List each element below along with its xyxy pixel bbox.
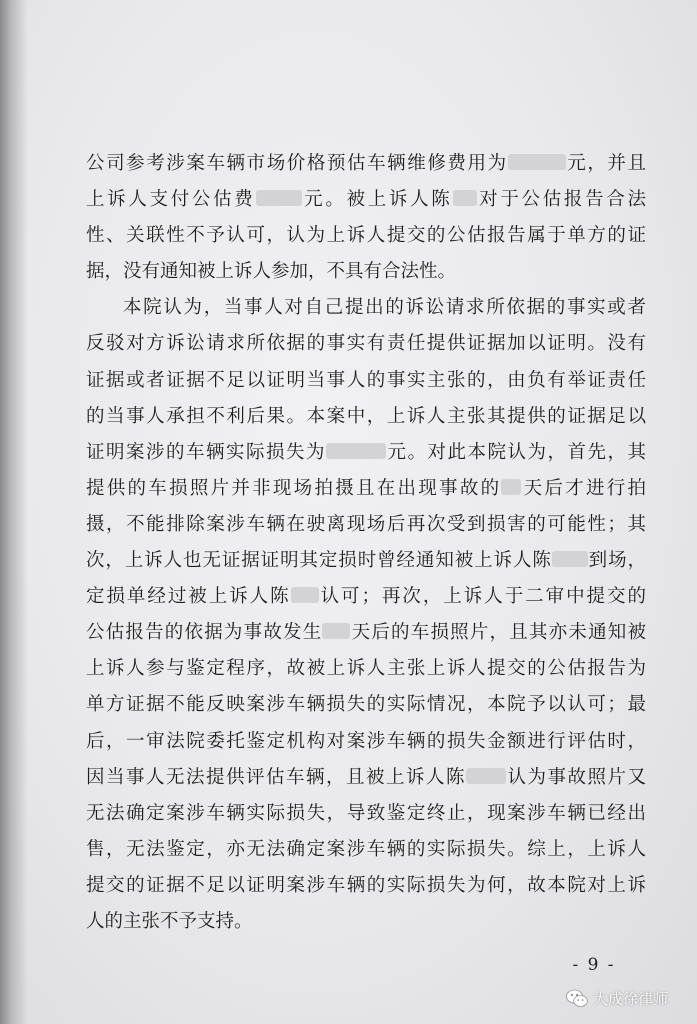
redaction-block (466, 768, 506, 784)
redaction-block (453, 190, 477, 206)
redaction-block (256, 190, 302, 206)
text-line-7: 证据或者证据不足以证明当事人的事实主张的，由负有举证责任 (86, 369, 646, 391)
document-body (86, 146, 646, 940)
wechat-icon (566, 989, 588, 1008)
page-number: - 9 - (572, 955, 616, 975)
text-line-8: 的当事人承担不利后果。本案中，上诉人主张其提供的证据足以 (86, 405, 646, 427)
text-line-16: 单方证据不能反映案涉车辆损失的实际情况，本院予以认可；最 (86, 694, 646, 716)
text-line-5: 本院认为，当事人对自己提出的诉讼请求所依据的事实或者 (123, 297, 646, 319)
page-edge-shadow (0, 0, 28, 1024)
wechat-watermark (566, 985, 668, 1011)
text-line-20: 售，无法鉴定，亦无法确定案涉车辆的实际损失。综上，上诉人 (86, 838, 646, 860)
text-line-4: 据，没有通知被上诉人参加，不具有合法性。 (86, 261, 457, 283)
text-line-13: 定损单经过被上诉人陈 认可；再次，上诉人于二审中提交的 (86, 586, 646, 608)
redaction-block (508, 154, 566, 170)
text-line-6: 反驳对方诉讼请求所依据的事实有责任提供证据加以证明。没有 (86, 333, 646, 355)
text-line-10: 提供的车损照片并非现场拍摄且在出现事故的 天后才进行拍 (86, 477, 646, 499)
watermark-text: 大成徐律师 (593, 989, 669, 1008)
text-line-17: 后，一审法院委托鉴定机构对案涉车辆的损失金额进行评估时， (86, 730, 646, 752)
text-line-12: 次，上诉人也无证据证明其定损时曾经通知被上诉人陈 到场， (86, 550, 646, 572)
redaction-block (291, 587, 319, 603)
text-line-1: 公司参考涉案车辆市场价格预估车辆维修费用为 元，并且 (86, 153, 646, 174)
redaction-block (326, 443, 386, 459)
text-line-22: 人的主张不予支持。 (86, 910, 253, 932)
text-line-21: 提交的证据不足以证明案涉车辆的实际损失为何，故本院对上诉 (86, 874, 646, 896)
redaction-block (501, 479, 521, 495)
redaction-block (322, 623, 350, 639)
text-line-3: 性、关联性不予认可，认为上诉人提交的公估报告属于单方的证 (86, 225, 646, 247)
text-line-14: 公估报告的依据为事故发生 天后的车损照片，且其亦未通知被 (86, 622, 646, 644)
redaction-block (552, 551, 588, 567)
text-line-19: 无法确定案涉车辆实际损失，导致鉴定终止，现案涉车辆已经出 (86, 802, 646, 824)
text-line-15: 上诉人参与鉴定程序，故被上诉人主张上诉人提交的公估报告为 (86, 658, 646, 680)
text-line-9: 证明案涉的车辆实际损失为 元。对此本院认为，首先，其 (86, 441, 646, 463)
text-line-18: 因当事人无法提供评估车辆，且被上诉人陈 认为事故照片又 (86, 766, 646, 788)
text-line-11: 摄，不能排除案涉车辆在驶离现场后再次受到损害的可能性；其 (86, 513, 646, 535)
text-line-2: 上诉人支付公估费 元。被上诉人陈 对于公估报告合法 (86, 189, 646, 211)
